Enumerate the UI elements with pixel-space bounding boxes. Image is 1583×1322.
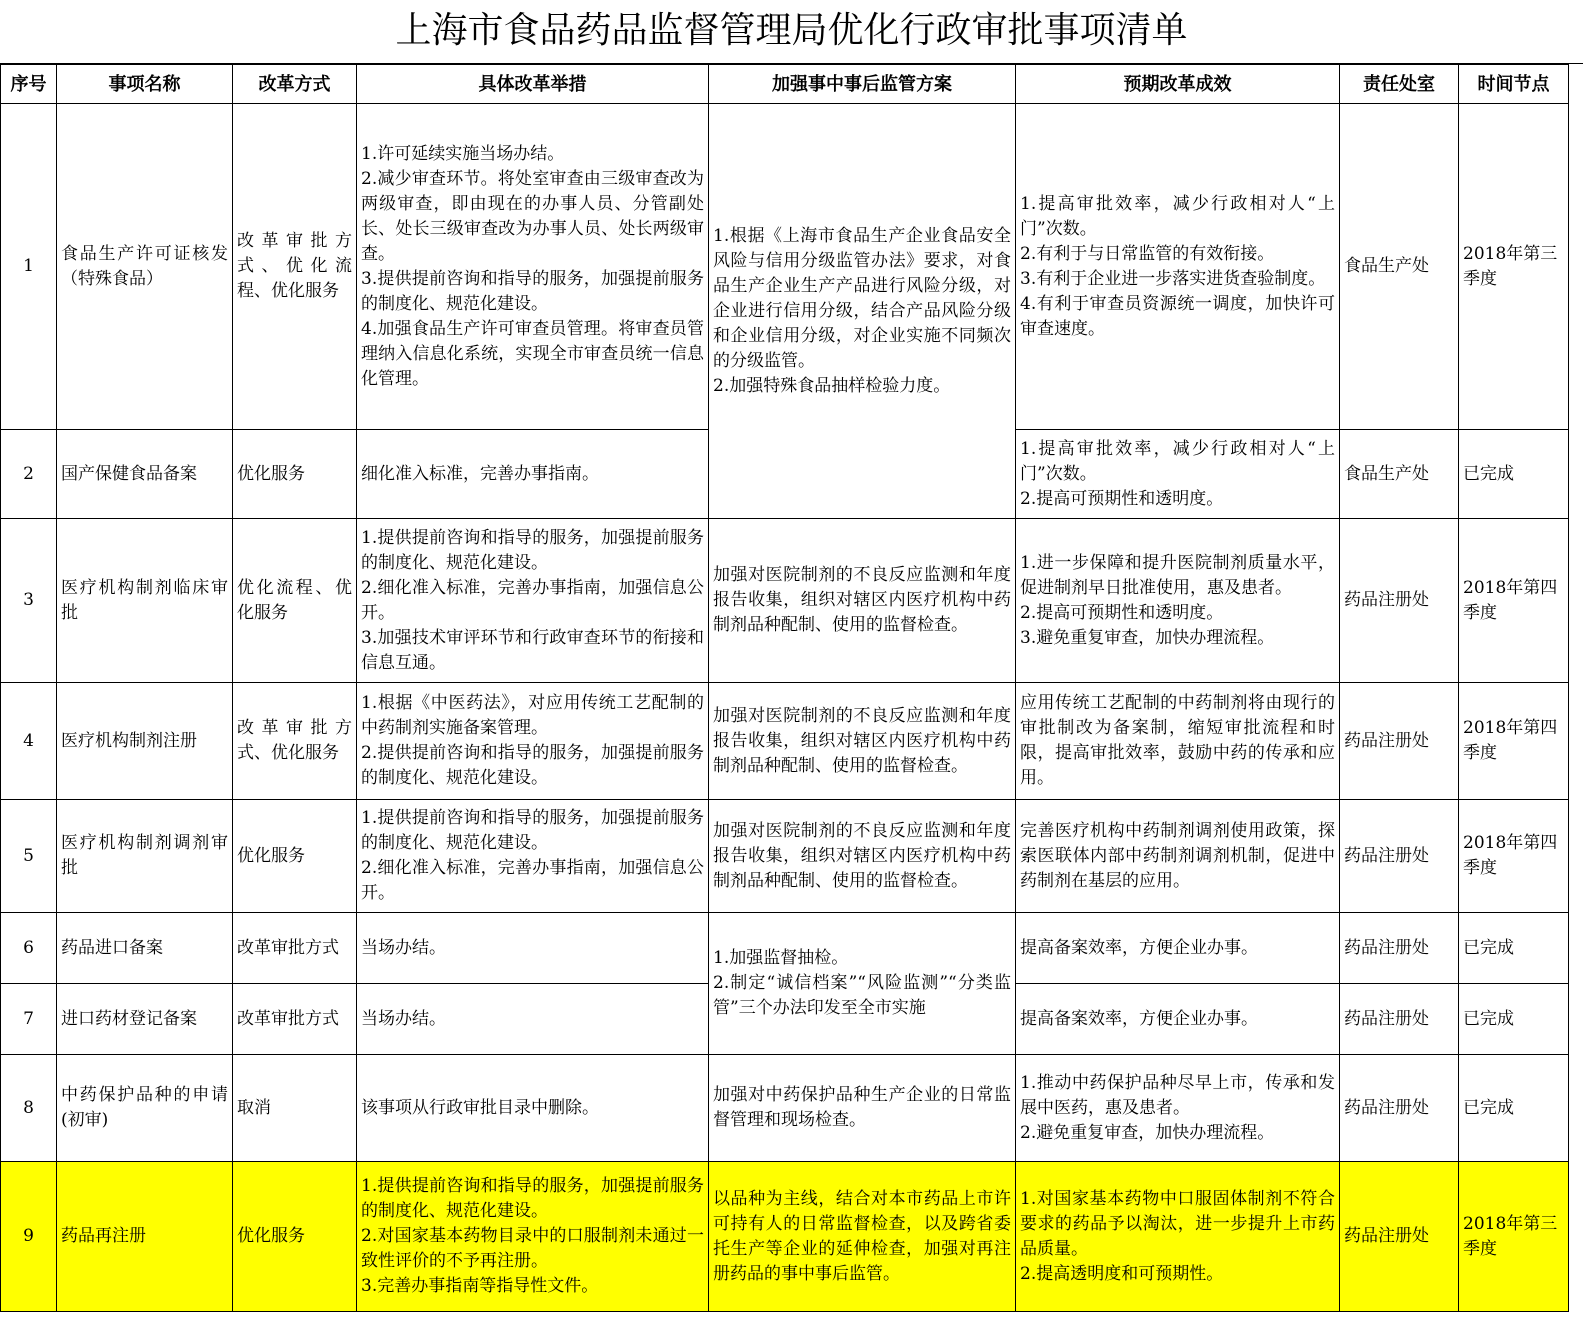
cell-name[interactable]: 医疗机构制剂调剂审批: [57, 800, 233, 913]
cell-method[interactable]: 优化流程、优化服务: [233, 519, 357, 683]
table-row: [1, 519, 1569, 683]
effect-line: 提高备案效率，方便企业办事。: [1020, 1008, 1258, 1029]
cell-measures[interactable]: [357, 430, 709, 519]
cell-name[interactable]: 医疗机构制剂注册: [57, 683, 233, 800]
measure-line: 当场办结。: [361, 1008, 446, 1029]
cell-dept[interactable]: 食品生产处: [1340, 430, 1459, 519]
cell-time[interactable]: 已完成: [1459, 984, 1569, 1055]
effect-line: 3.有利于企业进一步落实进货查验制度。: [1020, 268, 1326, 289]
header-method: 改革方式: [233, 65, 357, 104]
measure-line: 1.提供提前咨询和指导的服务，加强提前服务的制度化、规范化建设。: [361, 808, 704, 853]
cell-measures[interactable]: [357, 1162, 709, 1312]
effect-line: 2.提高可预期性和透明度。: [1020, 602, 1224, 623]
cell-effect[interactable]: [1016, 430, 1340, 519]
table-row-highlighted: [1, 1162, 1569, 1312]
cell-no[interactable]: 9: [1, 1162, 57, 1312]
cell-dept[interactable]: 药品注册处: [1340, 913, 1459, 984]
table-row: [1, 104, 1569, 430]
cell-method[interactable]: 改革审批方式: [233, 913, 357, 984]
cell-effect[interactable]: [1016, 683, 1340, 800]
cell-time[interactable]: 2018年第四季度: [1459, 683, 1569, 800]
cell-method[interactable]: 优化服务: [233, 800, 357, 913]
effect-line: 2.提高可预期性和透明度。: [1020, 488, 1224, 509]
cell-no[interactable]: 2: [1, 430, 57, 519]
measure-line: 1.提供提前咨询和指导的服务，加强提前服务的制度化、规范化建设。: [361, 527, 704, 573]
supervision-line: 加强对医院制剂的不良反应监测和年度报告收集，组织对辖区内医疗机构中药制剂品种配制、使用的监督检查。: [713, 820, 1011, 891]
effect-line: 3.避免重复审查，加快办理流程。: [1020, 627, 1275, 648]
cell-measures[interactable]: [357, 984, 709, 1055]
table-row: [1, 1055, 1569, 1162]
cell-supervision[interactable]: [709, 800, 1016, 913]
measure-line: 1.许可延续实施当场办结。: [361, 143, 565, 164]
supervision-line: 1.加强监督抽检。: [713, 948, 849, 968]
cell-measures[interactable]: [357, 104, 709, 430]
measure-line: 3.加强技术审评环节和行政审查环节的衔接和信息互通。: [361, 627, 704, 673]
cell-dept[interactable]: 药品注册处: [1340, 1162, 1459, 1312]
cell-time[interactable]: 已完成: [1459, 913, 1569, 984]
measure-line: 4.加强食品生产许可审查员管理。将审查员管理纳入信息化系统，实现全市审查员统一信息化管理。: [361, 318, 704, 389]
cell-supervision[interactable]: [709, 1162, 1016, 1312]
effect-line: 完善医疗机构中药制剂调剂使用政策，探索医联体内部中药制剂调剂机制，促进中药制剂在基层的应用。: [1020, 820, 1335, 891]
effect-line: 1.进一步保障和提升医院制剂质量水平，促进制剂早日批准使用，惠及患者。: [1020, 552, 1335, 598]
effect-line: 提高备案效率，方便企业办事。: [1020, 937, 1258, 958]
supervision-line: 1.根据《上海市食品生产企业食品安全风险与信用分级监管办法》要求，对食品生产企业生产产品进行风险分级，对企业进行信用分级，结合产品风险分级和企业信用分级，对企业实施不同频次的分级监管。: [713, 225, 1011, 371]
cell-supervision[interactable]: [709, 1055, 1016, 1162]
effect-line: 1.提高审批效率，减少行政相对人“上门”次数。: [1020, 438, 1335, 484]
header-measures: 具体改革举措: [357, 65, 709, 104]
cell-supervision[interactable]: [709, 104, 1016, 519]
cell-measures[interactable]: [357, 800, 709, 913]
cell-method[interactable]: 优化服务: [233, 430, 357, 519]
cell-measures[interactable]: [357, 1055, 709, 1162]
measure-line: 3.提供提前咨询和指导的服务，加强提前服务的制度化、规范化建设。: [361, 268, 704, 314]
cell-no[interactable]: 8: [1, 1055, 57, 1162]
cell-name[interactable]: 国产保健食品备案: [57, 430, 233, 519]
cell-time[interactable]: 2018年第三季度: [1459, 1162, 1569, 1312]
cell-supervision[interactable]: [709, 913, 1016, 1055]
cell-no[interactable]: 7: [1, 984, 57, 1055]
cell-measures[interactable]: [357, 683, 709, 800]
effect-line: 4.有利于审查员资源统一调度，加快许可审查速度。: [1020, 293, 1335, 339]
cell-supervision[interactable]: [709, 519, 1016, 683]
cell-no[interactable]: 1: [1, 104, 57, 430]
effect-line: 1.推动中药保护品种尽早上市，传承和发展中医药，惠及患者。: [1020, 1072, 1335, 1118]
table-row: [1, 683, 1569, 800]
cell-name[interactable]: 医疗机构制剂临床审批: [57, 519, 233, 683]
supervision-line: 以品种为主线，结合对本市药品上市许可持有人的日常监督检查，以及跨省委托生产等企业的延伸检查，加强对再注册药品的事中事后监管。: [713, 1188, 1011, 1284]
cell-method[interactable]: 取消: [233, 1055, 357, 1162]
cell-name[interactable]: 药品再注册: [57, 1162, 233, 1312]
header-dept: 责任处室: [1340, 65, 1459, 104]
header-no: 序号: [1, 65, 57, 104]
header-row: [1, 65, 1569, 104]
cell-dept[interactable]: 药品注册处: [1340, 984, 1459, 1055]
effect-line: 1.提高审批效率，减少行政相对人“上门”次数。: [1020, 193, 1335, 239]
measure-line: 2.细化准入标准，完善办事指南，加强信息公开。: [361, 858, 704, 903]
cell-name[interactable]: 食品生产许可证核发（特殊食品）: [57, 104, 233, 430]
measure-line: 细化准入标准，完善办事指南。: [361, 463, 599, 484]
cell-effect[interactable]: [1016, 519, 1340, 683]
cell-dept[interactable]: 药品注册处: [1340, 683, 1459, 800]
supervision-line: 加强对医院制剂的不良反应监测和年度报告收集，组织对辖区内医疗机构中药制剂品种配制、使用的监督检查。: [713, 565, 1011, 635]
cell-no[interactable]: 3: [1, 519, 57, 683]
header-time: 时间节点: [1459, 65, 1569, 104]
header-effect: 预期改革成效: [1016, 65, 1340, 104]
table-row: [1, 913, 1569, 984]
cell-name[interactable]: 中药保护品种的申请(初审): [57, 1055, 233, 1162]
measure-line: 当场办结。: [361, 937, 446, 958]
measure-line: 2.细化准入标准，完善办事指南，加强信息公开。: [361, 577, 704, 623]
table-row: [1, 800, 1569, 913]
cell-method[interactable]: 优化服务: [233, 1162, 357, 1312]
effect-line: 2.避免重复审查，加快办理流程。: [1020, 1122, 1275, 1143]
cell-method[interactable]: 改革审批方式: [233, 984, 357, 1055]
cell-measures[interactable]: [357, 913, 709, 984]
cell-name[interactable]: 药品进口备案: [57, 913, 233, 984]
cell-time[interactable]: 2018年第三季度: [1459, 104, 1569, 430]
measure-line: 2.对国家基本药物目录中的口服制剂未通过一致性评价的不予再注册。: [361, 1226, 704, 1271]
cell-time[interactable]: 2018年第四季度: [1459, 519, 1569, 683]
measure-line: 2.减少审查环节。将处室审查由三级审查改为两级审查，即由现在的办事人员、分管副处长、处长三级审查改为办事人员、处长两级审查。: [361, 168, 704, 264]
supervision-line: 加强对医院制剂的不良反应监测和年度报告收集，组织对辖区内医疗机构中药制剂品种配制、使用的监督检查。: [713, 705, 1011, 776]
cell-effect[interactable]: [1016, 104, 1340, 430]
cell-method[interactable]: 改革审批方式、优化流程、优化服务: [233, 104, 357, 430]
cell-effect[interactable]: [1016, 1162, 1340, 1312]
cell-name[interactable]: 进口药材登记备案: [57, 984, 233, 1055]
approval-items-table: [0, 64, 1569, 1312]
cell-dept[interactable]: 药品注册处: [1340, 800, 1459, 913]
cell-measures[interactable]: [357, 519, 709, 683]
cell-no[interactable]: 6: [1, 913, 57, 984]
supervision-line: 加强对中药保护品种生产企业的日常监督管理和现场检查。: [713, 1085, 1011, 1130]
cell-effect[interactable]: [1016, 800, 1340, 913]
cell-effect[interactable]: [1016, 984, 1340, 1055]
cell-dept[interactable]: 药品注册处: [1340, 1055, 1459, 1162]
cell-supervision[interactable]: [709, 683, 1016, 800]
header-name: 事项名称: [57, 65, 233, 104]
measure-line: 1.提供提前咨询和指导的服务，加强提前服务的制度化、规范化建设。: [361, 1176, 704, 1221]
cell-effect[interactable]: [1016, 1055, 1340, 1162]
cell-time[interactable]: 已完成: [1459, 430, 1569, 519]
cell-time[interactable]: 已完成: [1459, 1055, 1569, 1162]
cell-method[interactable]: 改革审批方式、优化服务: [233, 683, 357, 800]
cell-no[interactable]: 4: [1, 683, 57, 800]
measure-line: 2.提供提前咨询和指导的服务，加强提前服务的制度化、规范化建设。: [361, 743, 704, 788]
effect-line: 2.有利于与日常监管的有效衔接。: [1020, 243, 1275, 264]
supervision-line: 2.制定“诚信档案”“风险监测”“分类监管”三个办法印发至全市实施: [713, 973, 1011, 1018]
cell-dept[interactable]: 药品注册处: [1340, 519, 1459, 683]
cell-effect[interactable]: [1016, 913, 1340, 984]
cell-no[interactable]: 5: [1, 800, 57, 913]
measure-line: 3.完善办事指南等指导性文件。: [361, 1276, 599, 1296]
supervision-line: 2.加强特殊食品抽样检验力度。: [713, 375, 951, 396]
effect-line: 1.对国家基本药物中口服固体制剂不符合要求的药品予以淘汰，进一步提升上市药品质量。: [1020, 1188, 1335, 1259]
cell-dept[interactable]: 食品生产处: [1340, 104, 1459, 430]
header-supervision: 加强事中事后监管方案: [709, 65, 1016, 104]
page-title: 上海市食品药品监督管理局优化行政审批事项清单: [0, 0, 1583, 64]
measure-line: 该事项从行政审批目录中删除。: [361, 1097, 599, 1118]
effect-line: 2.提高透明度和可预期性。: [1020, 1263, 1224, 1284]
measure-line: 1.根据《中医药法》，对应用传统工艺配制的中药制剂实施备案管理。: [361, 693, 704, 738]
cell-time[interactable]: 2018年第四季度: [1459, 800, 1569, 913]
effect-line: 应用传统工艺配制的中药制剂将由现行的审批制改为备案制，缩短审批流程和时限，提高审批效率，鼓励中药的传承和应用。: [1020, 693, 1335, 788]
